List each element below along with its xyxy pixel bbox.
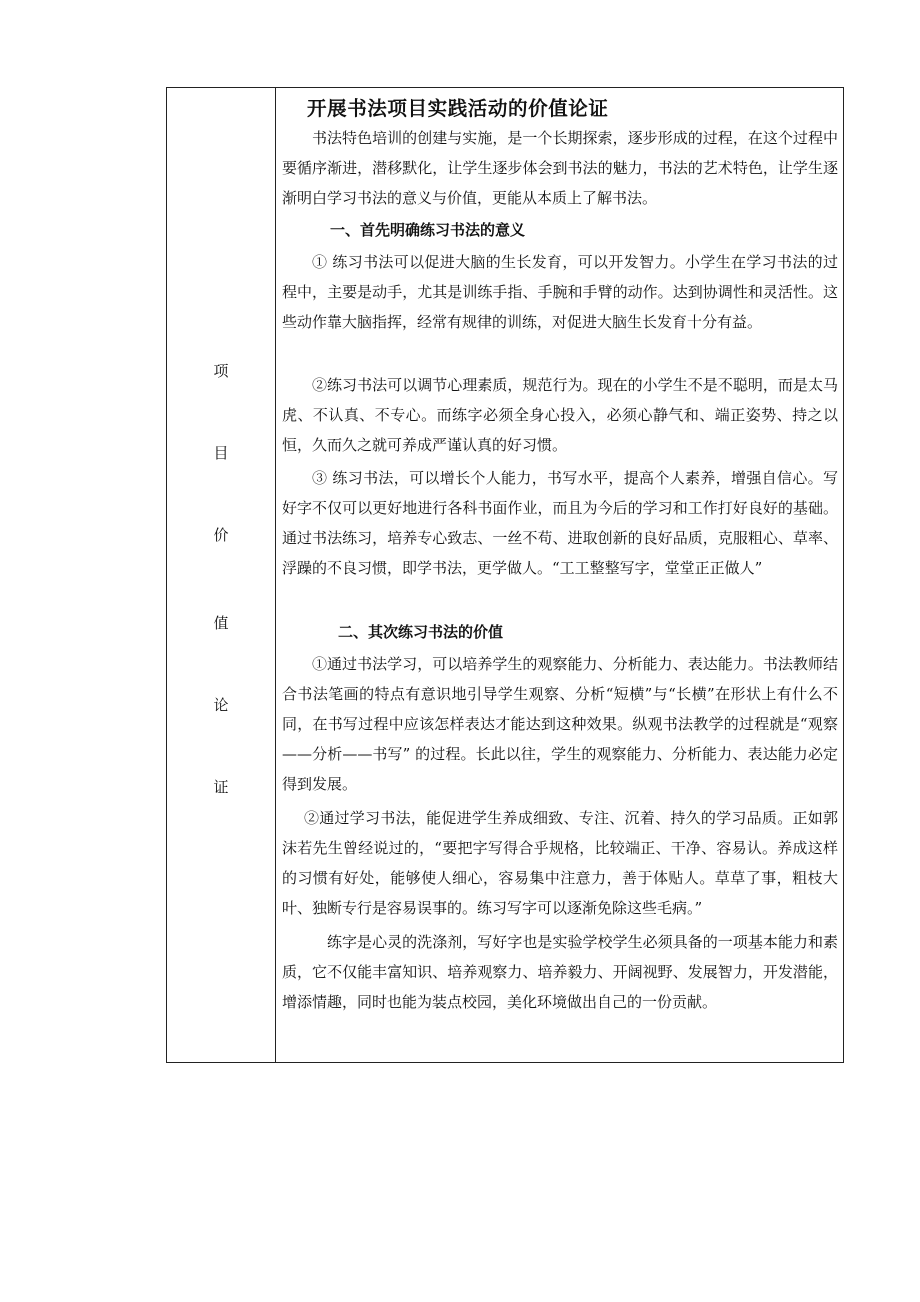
side-label-char: 目 [213, 444, 229, 462]
side-label-char: 值 [213, 614, 229, 632]
page-title: 开展书法项目实践活动的价值论证 [307, 97, 609, 120]
section-paragraph: ③ 练习书法，可以增长个人能力，书写水平，提高个人素养，增强自信心。写好字不仅可以更好地进行各科书面作业，而且为今后的学习和工作打好良好的基础。通过书法练习，培养专心致志、一丝不苟、进取创新的良好品质，克服粗心、草率、浮躁的不良习惯，即学书法，更学做人。“工工整整写字，堂堂正正做人” [282, 469, 838, 577]
section-paragraph: ①通过书法学习，可以培养学生的观察能力、分析能力、表达能力。书法教师结合书法笔画的特点有意识地引导学生观察、分析“短横”与“长横”在形状上有什么不同，在书写过程中应该怎样表达才能达到这种效果。纵观书法教学的过程就是“观察——分析——书写” 的过程。长此以往，学生的观察能力、分析能力、表达能力必定得到发展。 [282, 655, 838, 793]
column-divider [275, 88, 276, 1062]
section-paragraph: ① 练习书法可以促进大脑的生长发育，可以开发智力。小学生在学习书法的过程中，主要是动手，尤其是训练手指、手腕和手臂的动作。达到协调性和灵活性。这些动作靠大脑指挥，经常有规律的训练，对促进大脑生长发育十分有益。 [282, 253, 838, 331]
section-paragraph: ②练习书法可以调节心理素质，规范行为。现在的小学生不是不聪明，而是太马虎、不认真、不专心。而练字必须全身心投入，必须心静气和、端正姿势、持之以恒，久而久之就可养成严谨认真的好习惯。 [282, 376, 838, 454]
section-paragraph: ②通过学习书法，能促进学生养成细致、专注、沉着、持久的学习品质。正如郭沫若先生曾经说过的，“要把字写得合乎规格，比较端正、干净、容易认。养成这样的习惯有好处，能够使人细心，容易集中注意力，善于体贴人。草草了事，粗枝大叶、独断专行是容易误事的。练习写字可以逐渐免除这些毛病。” [282, 809, 838, 917]
side-label-char: 证 [213, 778, 229, 796]
side-label-column [167, 88, 275, 1062]
side-label-char: 项 [213, 362, 229, 380]
form-table [166, 87, 844, 1063]
intro-paragraph: 书法特色培训的创建与实施，是一个长期探索，逐步形成的过程，在这个过程中要循序渐进，潜移默化，让学生逐步体会到书法的魅力，书法的艺术特色，让学生逐渐明白学习书法的意义与价值，更能从本质上了解书法。 [282, 129, 838, 207]
section-heading: 一、首先明确练习书法的意义 [330, 221, 526, 239]
side-label-char: 价 [213, 526, 229, 544]
conclusion-paragraph: 练字是心灵的洗涤剂，写好字也是实验学校学生必须具备的一项基本能力和素质，它不仅能丰富知识、培养观察力、培养毅力、开阔视野、发展智力，开发潜能，增添情趣，同时也能为装点校园，美化环境做出自己的一份贡献。 [282, 933, 838, 1011]
section-heading: 二、其次练习书法的价值 [338, 623, 504, 641]
side-label-char: 论 [213, 696, 229, 714]
